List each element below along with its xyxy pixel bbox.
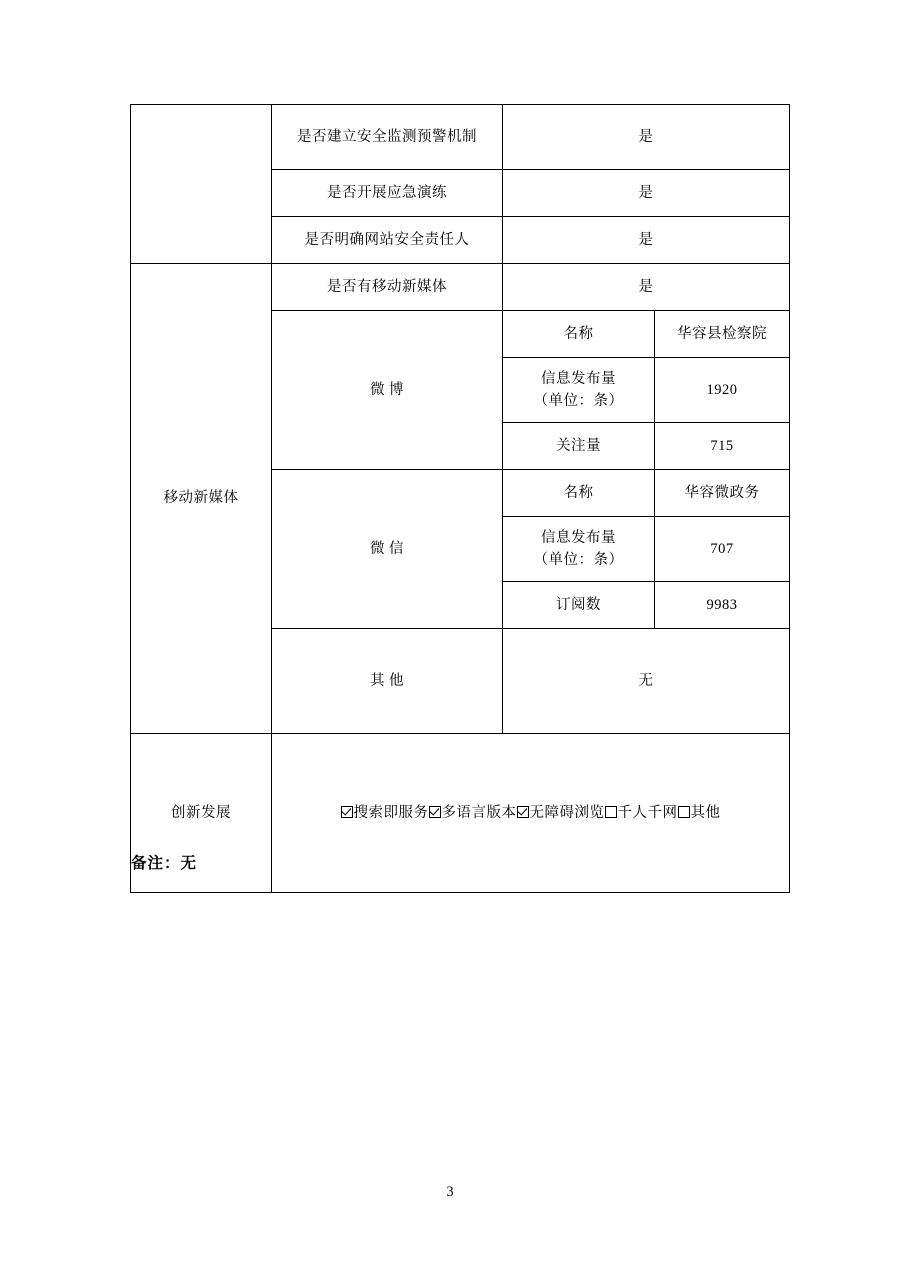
weibo-field-value-0: 华容县检察院 <box>655 311 790 358</box>
weixin-field-value-0: 华容微政务 <box>655 470 790 517</box>
innovation-option-1[interactable] <box>429 805 517 821</box>
innovation-options <box>272 734 790 893</box>
weibo-field-name-0: 名称 <box>503 311 655 358</box>
weibo-field-name-1-line2: （单位：条） <box>533 393 624 409</box>
weixin-field-value-2: 9983 <box>655 582 790 629</box>
other-media-label: 其 他 <box>272 629 503 734</box>
has-mobile-media-question: 是否有移动新媒体 <box>272 264 503 311</box>
weibo-field-name-2: 关注量 <box>503 423 655 470</box>
innovation-option-label-0: 搜索即服务 <box>353 804 429 821</box>
security-answer-1: 是 <box>503 170 790 217</box>
innovation-option-label-4: 其他 <box>690 804 721 821</box>
weixin-field-name-1-line2: （单位：条） <box>533 552 624 568</box>
innovation-option-3[interactable] <box>605 805 678 821</box>
security-question-0: 是否建立安全监测预警机制 <box>272 105 503 170</box>
note-text: 备注：无 <box>131 855 198 872</box>
checkbox-unchecked-icon[interactable] <box>605 806 617 818</box>
innovation-option-0[interactable] <box>341 805 429 821</box>
checkbox-checked-icon[interactable] <box>341 806 353 818</box>
security-answer-2: 是 <box>503 217 790 264</box>
other-media-value: 无 <box>503 629 790 734</box>
innovation-option-4[interactable] <box>678 805 721 821</box>
page-number: 3 <box>446 1184 454 1200</box>
weibo-field-name-1-line1: 信息发布量 <box>541 370 616 387</box>
weibo-field-name-1 <box>503 358 655 423</box>
weibo-field-value-2: 715 <box>655 423 790 470</box>
table-row <box>131 105 790 170</box>
table-row <box>131 734 790 893</box>
report-table <box>130 104 790 893</box>
weixin-field-name-1 <box>503 517 655 582</box>
security-answer-0: 是 <box>503 105 790 170</box>
innovation-option-label-3: 千人千网 <box>617 804 678 821</box>
table-row <box>131 264 790 311</box>
innovation-label: 创新发展 <box>131 734 272 893</box>
security-question-1: 是否开展应急演练 <box>272 170 503 217</box>
checkbox-checked-icon[interactable] <box>429 806 441 818</box>
weibo-field-value-1: 1920 <box>655 358 790 423</box>
has-mobile-media-answer: 是 <box>503 264 790 311</box>
weibo-label: 微 博 <box>272 311 503 470</box>
innovation-option-label-2: 无障碍浏览 <box>529 804 605 821</box>
weixin-label: 微 信 <box>272 470 503 629</box>
mobile-media-label: 移动新媒体 <box>131 264 272 734</box>
security-label-cell <box>131 105 272 264</box>
weixin-field-value-1: 707 <box>655 517 790 582</box>
innovation-option-label-1: 多语言版本 <box>441 804 517 821</box>
weixin-field-name-2: 订阅数 <box>503 582 655 629</box>
checkbox-checked-icon[interactable] <box>517 806 529 818</box>
weixin-field-name-1-line1: 信息发布量 <box>541 529 616 546</box>
checkbox-unchecked-icon[interactable] <box>678 806 690 818</box>
innovation-option-2[interactable] <box>517 805 605 821</box>
security-question-2: 是否明确网站安全责任人 <box>272 217 503 264</box>
weixin-field-name-0: 名称 <box>503 470 655 517</box>
